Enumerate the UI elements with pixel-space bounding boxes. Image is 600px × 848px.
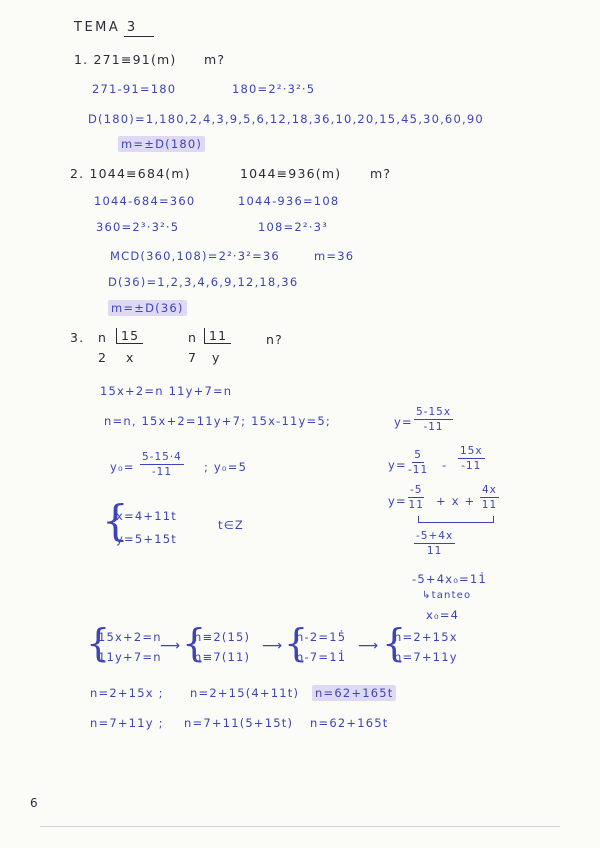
p3-div2-dividend: n (188, 330, 198, 345)
p3-sys-x: x=4+11t (116, 509, 177, 523)
p3-f2-den: -11 (151, 466, 172, 478)
p3-sys-y: y=5+15t (116, 532, 177, 546)
p3-div1-dividend: n (98, 330, 108, 345)
p3-sysB-1: n≡2(15) (194, 630, 251, 644)
p3-arrow-1: ⟶ (160, 638, 181, 654)
p3-fraction-3 (408, 449, 428, 476)
p2-heading2: 1044≡936(m) (240, 166, 342, 181)
p3-result2-b: n=7+11(5+15t) (184, 716, 294, 730)
p2-line1a: 1044-684=360 (94, 194, 196, 208)
p1-divisors: D(180)=1,180,2,4,3,9,5,6,12,18,36,10,20,15,45,30,60,90 (88, 112, 484, 126)
p3-f5-den: 11 (408, 499, 424, 511)
p3-f1-num: 5-15x (416, 406, 452, 418)
p3-x0: x₀=4 (426, 608, 460, 622)
p3-fraction-5 (408, 484, 424, 511)
p1-line1b: 180=2²·3²·5 (232, 82, 316, 96)
p3-result1-a: n=2+15x ; (90, 686, 164, 700)
p3-fraction-4 (458, 445, 485, 472)
p3-f6-den: 11 (481, 499, 498, 511)
p2-heading: 2. 1044≡684(m) (70, 166, 191, 181)
p3-line1: 15x+2=n 11y+7=n (100, 384, 233, 398)
p3-fraction-7 (414, 530, 455, 557)
p3-result1-b: n=2+15(4+11t) (190, 686, 300, 700)
p2-gcd: MCD(360,108)=2²·3²=36 (110, 249, 280, 263)
p2-line1b: 1044-936=108 (238, 194, 340, 208)
p3-sysC-1: n-2=15̇ (296, 630, 347, 644)
p3-fraction-2 (140, 451, 184, 478)
p3-div2-divisor: 11 (204, 328, 231, 344)
page-bottom-rule (40, 826, 560, 827)
p3-result1-c: n=62+165t (312, 685, 396, 701)
p3-arrow-2: ⟶ (262, 638, 283, 654)
p3-sysA-2: 11y+7=n (98, 650, 162, 664)
p1-result-wrap (118, 137, 205, 151)
p3-sysD-1: n=2+15x (394, 630, 458, 644)
p3-t-integer: t∈Z (218, 518, 245, 532)
p2-line2b: 108=2²·3³ (258, 220, 328, 234)
p1-heading: 1. 271≡91(m) (74, 52, 177, 67)
p3-sysC-2: n-7=11̇ (296, 650, 347, 664)
page-title: TEMA 3 (74, 20, 138, 35)
p3-div1-quotient: x (126, 350, 135, 365)
p3-div2-quotient: y (212, 350, 221, 365)
p3-underbrace (418, 516, 494, 523)
p3-f5-num: -5 (410, 484, 423, 496)
p3-brace-1: { (102, 496, 129, 545)
p3-sysD-2: n=7+11y (394, 650, 458, 664)
p2-result: m=±D(36) (108, 300, 187, 316)
p3-f3-den: -11 (408, 464, 429, 476)
p3-brace-B: { (182, 621, 207, 665)
p3-tanteo-eq: -5+4x₀=11̇ (412, 572, 487, 586)
p3-fraction-6 (480, 484, 499, 511)
p3-minus: - (442, 458, 448, 472)
p3-f7-num: -5+4x (416, 530, 454, 542)
p2-result-wrap (108, 301, 187, 315)
p3-line2: n=n, 15x+2=11y+7; 15x-11y=5; (104, 414, 331, 428)
p2-divisors: D(36)=1,2,3,4,6,9,12,18,36 (108, 275, 299, 289)
p3-result2-c: n=62+165t (310, 716, 389, 730)
p3-y-label: y= (394, 415, 413, 429)
p3-f7-den: 11 (426, 545, 443, 557)
p3-y0-label: y₀= (110, 460, 135, 474)
p3-brace-A: { (86, 621, 111, 665)
p3-sysA-1: 15x+2=n (98, 630, 162, 644)
p2-question: m? (370, 166, 392, 181)
p2-line2a: 360=2³·3²·5 (96, 220, 180, 234)
p3-f4-num: 15x (460, 445, 483, 457)
p3-div2-remainder: 7 (188, 350, 198, 365)
p3-sysB-2: n≡7(11) (194, 650, 251, 664)
p3-plus-x: + x + (436, 494, 476, 508)
p3-f6-num: 4x (482, 484, 497, 496)
p3-y3-label: y= (388, 494, 407, 508)
p3-number: 3. (70, 330, 85, 345)
p3-f4-den: -11 (461, 460, 482, 472)
p3-div1-remainder: 2 (98, 350, 108, 365)
p3-arrow-3: ⟶ (358, 638, 379, 654)
p3-y0-value: ; y₀=5 (204, 460, 248, 474)
p3-brace-D: { (382, 621, 407, 665)
p3-fraction-1 (414, 406, 453, 433)
p1-line1a: 271-91=180 (92, 82, 177, 96)
p2-m-value: m=36 (314, 249, 355, 263)
p1-result: m=±D(180) (118, 136, 205, 152)
p3-div1-divisor: 15 (116, 328, 143, 344)
p3-y2-label: y= (388, 458, 407, 472)
p3-f2-num: 5-15·4 (142, 451, 182, 463)
p3-tanteo-label: ↳tanteo (422, 590, 472, 601)
page-number: 6 (30, 796, 39, 810)
p1-question: m? (204, 52, 226, 67)
p3-question: n? (266, 332, 283, 347)
p3-f1-den: -11 (423, 421, 444, 433)
p3-f3-num: 5 (414, 449, 422, 461)
p3-brace-C: { (284, 621, 309, 665)
p3-result2-a: n=7+11y ; (90, 716, 164, 730)
p3-result1-c-wrap (312, 686, 396, 700)
title-underline (124, 36, 154, 37)
